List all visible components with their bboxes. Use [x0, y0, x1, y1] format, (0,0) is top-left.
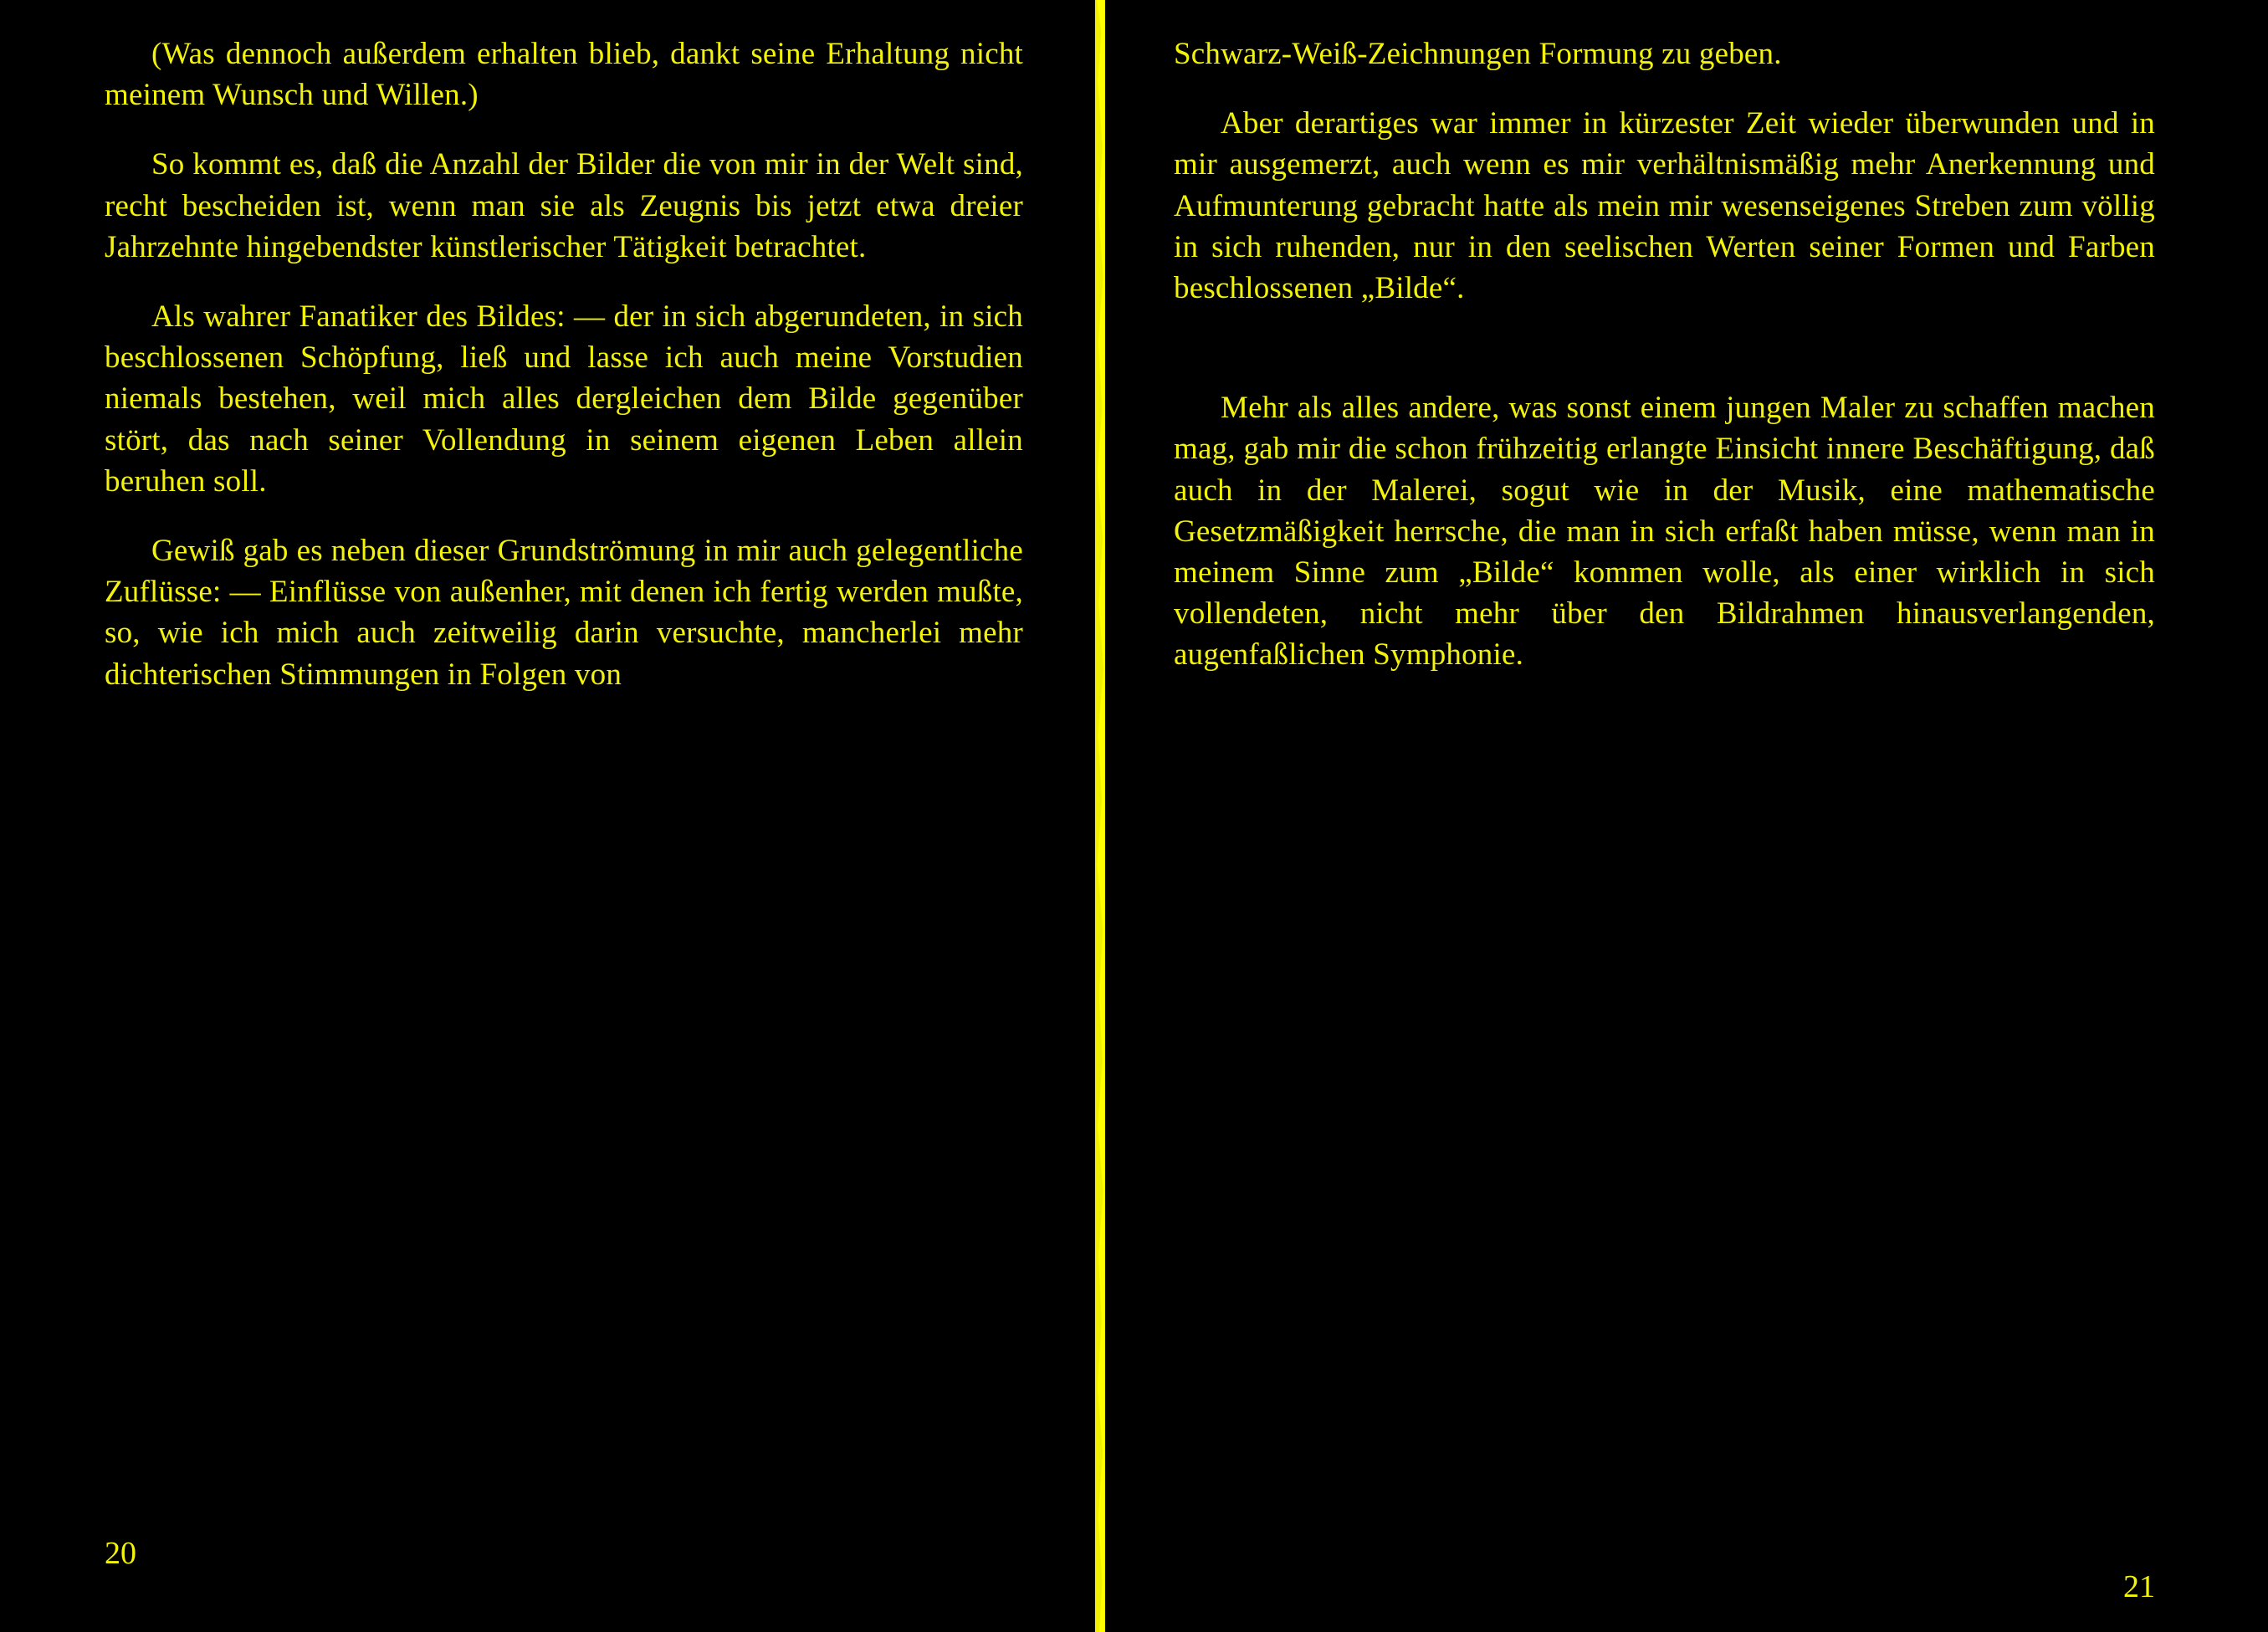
book-gutter [1073, 0, 1124, 1632]
section-spacer [1174, 337, 2155, 387]
paragraph: So kommt es, daß die Anzahl der Bilder die von mir in der Welt sind, recht bescheiden ist, wenn man sie als Zeugnis bis jetzt etwa dreier Jahrzehnte hingebendster künstlerischer Tätigkeit betrachtet. [105, 147, 1023, 264]
paragraph: Schwarz-Weiß-Zeichnungen Formung zu geben. [1174, 37, 1782, 71]
page-number-right: 21 [2123, 1569, 2155, 1604]
paragraph: Aber derartiges war immer in kürzester Zeit wieder überwunden und in mir ausgemerzt, auch wenn es mir verhältnismäßig mehr Anerkennung und Aufmunterung gebracht hatte als mein mir wesenseigenes Streben zum völlig in sich ruhenden, nur in den seelischen Werten seiner Formen und Farben beschlossenen „Bilde“. [1174, 106, 2155, 306]
paragraph: Mehr als alles andere, was sonst einem jungen Maler zu schaffen machen mag, gab mir die schon frühzeitig erlangte Einsicht innere Beschäftigung, daß auch in der Malerei, sogut wie in der Musik, eine mathematische Gesetzmäßigkeit herrsche, die man in sich erfaßt haben müsse, wenn man in meinem Sinne zum „Bilde“ kommen wolle, als einer wirklich in sich vollendeten, nicht mehr über den Bildrahmen hinausverlangenden, augenfaßlichen Symphonie. [1174, 391, 2155, 673]
page-number-left: 20 [105, 1536, 136, 1571]
paragraph: Als wahrer Fanatiker des Bildes: — der in sich abgerundeten, in sich beschlossenen Schöpfung, ließ und lasse ich auch meine Vorstudien niemals bestehen, weil mich alles dergleichen dem Bilde gegenüber stört, das nach seiner Vollendung in seinem eigenen Leben allein beruhen soll. [105, 299, 1023, 499]
right-page [1124, 0, 2268, 1632]
left-page [0, 0, 1073, 1632]
paragraph: Gewiß gab es neben dieser Grundströmung in mir auch gelegentliche Zuflüsse: — Einflüsse von außenher, mit denen ich fertig werden mußte, so, wie ich mich auch zeitweilig darin versuchte, mancherlei mehr dichterischen Stimmungen in Folgen von [105, 534, 1023, 692]
paragraph: (Was dennoch außerdem erhalten blieb, dankt seine Erhaltung nicht meinem Wunsch und Willen.) [105, 37, 1023, 113]
